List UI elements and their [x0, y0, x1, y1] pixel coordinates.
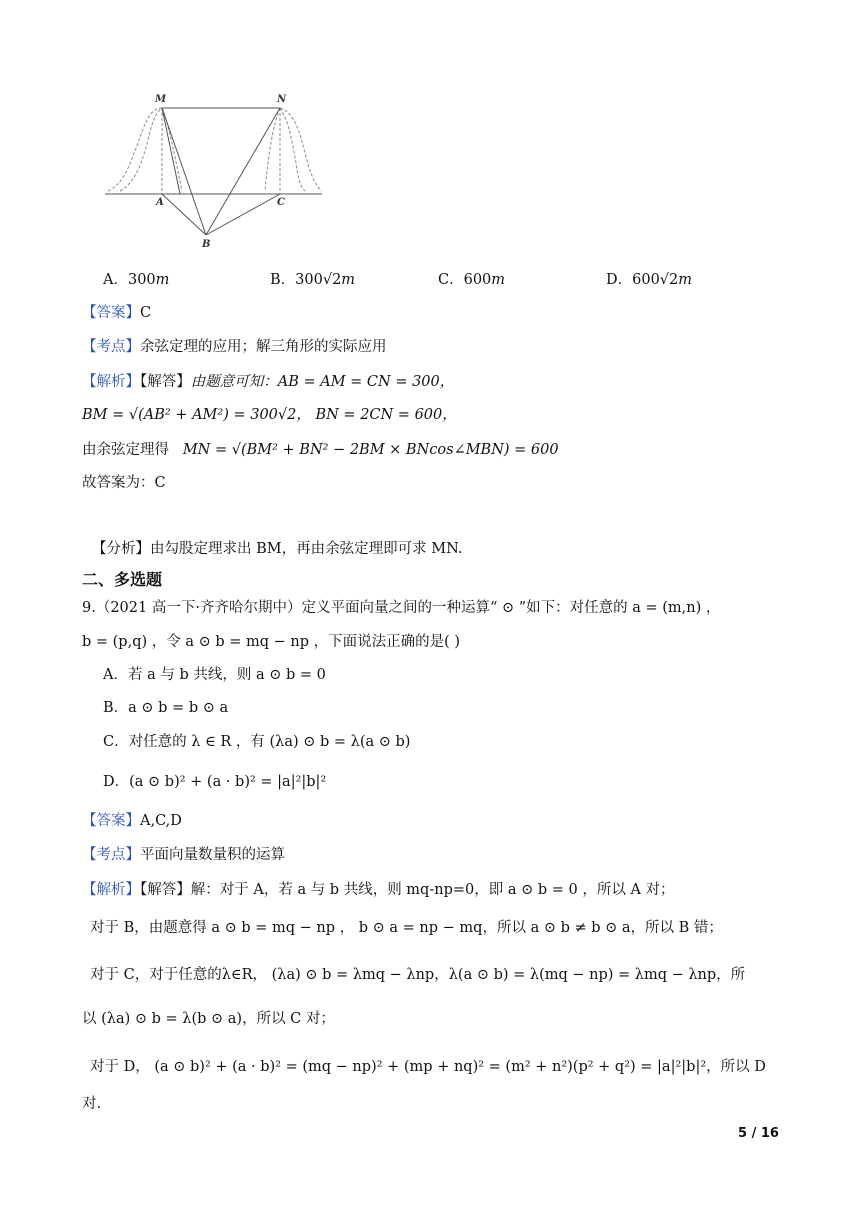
label-M: M: [155, 94, 167, 105]
q8-conclusion: 故答案为：C: [82, 475, 166, 491]
q9-option-b: B．a ⊙ b = b ⊙ a: [103, 700, 229, 716]
label-B: B: [202, 239, 211, 250]
q8-option-c: C．600𝑚: [438, 272, 506, 288]
answer-value: C: [140, 305, 152, 321]
geometry-figure: [100, 88, 330, 253]
q9-solution-d1: 对于 D， (a ⊙ b)² + (a · b)² = (mq − np)² + (mp + nq)² = (m² + n²)(p² + q²) = |a|²|b|²，所以 D: [90, 1059, 766, 1075]
solution-tag: 【解答】: [140, 882, 191, 898]
q9-solution-a: [82, 880, 675, 900]
segment-CB: [206, 194, 280, 235]
mountain-right-outer: [280, 108, 322, 191]
topic-value: 余弦定理的应用；解三角形的实际应用: [140, 339, 387, 355]
q8-solution-line2: BM = √(AB² + AM²) = 300√2， BN = 2CN = 600，: [82, 407, 457, 423]
label-N: N: [277, 94, 287, 105]
q9-option-a: A．若 a 与 b 共线，则 a ⊙ b = 0: [103, 667, 326, 683]
section-heading: 二、多选题: [82, 570, 163, 589]
q9-solution-d2: 对.: [82, 1096, 102, 1112]
topic-tag: 【考点】: [82, 339, 140, 355]
analysis-tag: 【解析】: [82, 374, 140, 390]
analysis2-text: 由勾股定理求出 BM，再由余弦定理即可求 MN.: [150, 541, 463, 557]
q9-option-d: D．(a ⊙ b)² + (a · b)² = |a|²|b|²: [103, 774, 327, 790]
q9-solution-c2: 以 (λa) ⊙ b = λ(b ⊙ a)，所以 C 对；: [82, 1011, 335, 1027]
answer-value: A,C,D: [140, 813, 182, 829]
solution-a-text: 解：对于 A，若 a 与 b 共线，则 mq-np=0，即 a ⊙ b = 0 ，所以 A 对；: [190, 882, 675, 898]
q8-answer: [82, 303, 151, 323]
q8-solution-line1: [82, 372, 454, 392]
q8-topic: [82, 337, 387, 357]
q9-solution-b: 对于 B，由题意得 a ⊙ b = mq − np ， b ⊙ a = np − mq，所以 a ⊙ b ≠ b ⊙ a，所以 B 错；: [90, 920, 723, 936]
analysis2-tag: 【分析】: [92, 541, 150, 557]
q9-answer: [82, 811, 182, 831]
solution-text-1: 由题意可知：AB = AM = CN = 300，: [190, 374, 455, 390]
page-number: 5 / 16: [738, 1126, 779, 1141]
q9-topic: [82, 845, 285, 865]
solution-text-3: MN = √(BM² + BN² − 2BM × BNcos∠MBN) = 600: [182, 442, 559, 458]
segment-MB: [162, 108, 206, 235]
mountain-right-inner: [280, 108, 305, 191]
q9-stem-line1: 9.（2021 高一下·齐齐哈尔期中）定义平面向量之间的一种运算“ ⊙ ”如下：对任意的 a = (m,n) ，: [82, 600, 721, 616]
topic-tag: 【考点】: [82, 847, 140, 863]
answer-tag: 【答案】: [82, 813, 140, 829]
q8-option-a: A．300𝑚: [103, 272, 170, 288]
solution-text-3-prefix: 由余弦定理得: [82, 442, 169, 458]
analysis-tag: 【解析】: [82, 882, 140, 898]
topic-value: 平面向量数量积的运算: [140, 847, 285, 863]
q8-solution-line3: [82, 440, 559, 460]
q8-option-d: D．600√2𝑚: [606, 272, 693, 288]
q9-solution-c1: 对于 C，对于任意的λ∈R， (λa) ⊙ b = λmq − λnp，λ(a ⊙ b) = λ(mq − np) = λmq − λnp，所: [90, 967, 746, 983]
q8-analysis: [92, 539, 462, 559]
answer-tag: 【答案】: [82, 305, 140, 321]
label-C: C: [277, 197, 285, 208]
solution-tag: 【解答】: [140, 374, 191, 390]
segment-NB: [206, 108, 280, 235]
mountain-left-inner: [120, 108, 162, 191]
q9-stem-line2: b = (p,q) ，令 a ⊙ b = mq − np ，下面说法正确的是( ): [82, 634, 461, 650]
q9-option-c: C．对任意的 λ ∈ R ，有 (λa) ⊙ b = λ(a ⊙ b): [103, 734, 411, 750]
label-A: A: [156, 197, 164, 208]
q8-option-b: B．300√2𝑚: [270, 272, 356, 288]
